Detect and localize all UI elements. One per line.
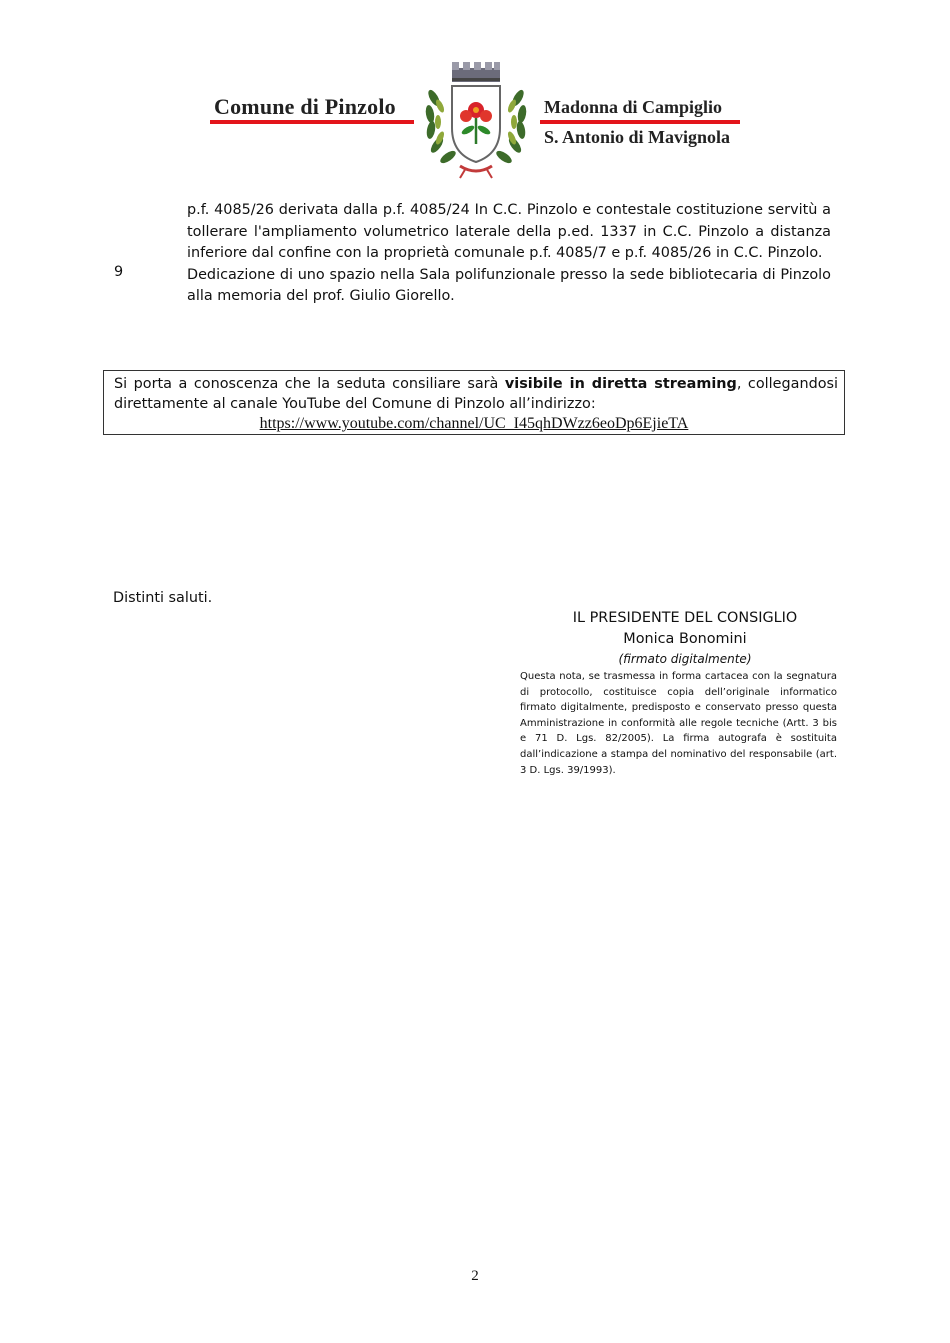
notice-text-before: Si porta a conoscenza che la seduta consiliare sarà (114, 376, 505, 392)
streaming-notice-box (103, 370, 845, 435)
coat-of-arms-emblem (420, 58, 532, 180)
notice-line-1 (114, 374, 838, 394)
header-municipality-title: Comune di Pinzolo (214, 94, 396, 119)
agenda-line: tollerare l'ampliamento volumetrico laterale della p.ed. 1337 in C.C. Pinzolo a distanza (187, 223, 831, 240)
signature-name: Monica Bonomini (623, 631, 747, 647)
header-locality-2: S. Antonio di Mavignola (544, 127, 731, 147)
agenda-line: inferiore dal confine con la proprietà comunale p.f. 4085/7 e p.f. 4085/26 in C.C. Pinzolo. (187, 245, 823, 262)
streaming-notice-text (114, 374, 838, 414)
youtube-channel-link[interactable]: https://www.youtube.com/channel/UC_I45qhDWzz6eoDp6EjieTA (259, 415, 689, 432)
signature-title: IL PRESIDENTE DEL CONSIGLIO (572, 610, 798, 626)
page-number: 2 (471, 1268, 479, 1284)
closing-salutation: Distinti saluti. (113, 590, 213, 606)
notice-line-2: direttamente al canale YouTube del Comune di Pinzolo all’indirizzo: (114, 396, 596, 412)
agenda-line: p.f. 4085/26 derivata dalla p.f. 4085/24 In C.C. Pinzolo e contestale costituzione servitù a (187, 202, 831, 218)
signature-disclaimer: Questa nota, se trasmessa in forma cartacea con la segnatura di protocollo, costituisce copia dell’originale informatico firmato digitalmente, predisposto e conservato presso questa Amministrazione in conformità alle regole tecniche (Artt. 3 bis e 71 D. Lgs. 82/2005). La firma autografa è sostituita dall’indicazione a stampa del nominativo del responsabile (art. 3 D. Lgs. 39/1993). (520, 671, 837, 776)
agenda-line: Dedicazione di uno spazio nella Sala polifunzionale presso la sede bibliotecaria di Pinzolo (187, 266, 831, 283)
agenda-item-number: 9 (114, 264, 124, 280)
agenda-item-text (187, 200, 831, 308)
notice-text-bold: visibile in diretta streaming (504, 376, 737, 392)
header-locality-1: Madonna di Campiglio (544, 97, 723, 117)
signature-digital-note: (firmato digitalmente) (618, 652, 752, 666)
agenda-line: alla memoria del prof. Giulio Giorello. (187, 288, 455, 305)
header-red-rule-left (210, 120, 414, 124)
notice-text-after: , collegandosi (736, 376, 838, 392)
header-red-rule-right (540, 120, 740, 124)
